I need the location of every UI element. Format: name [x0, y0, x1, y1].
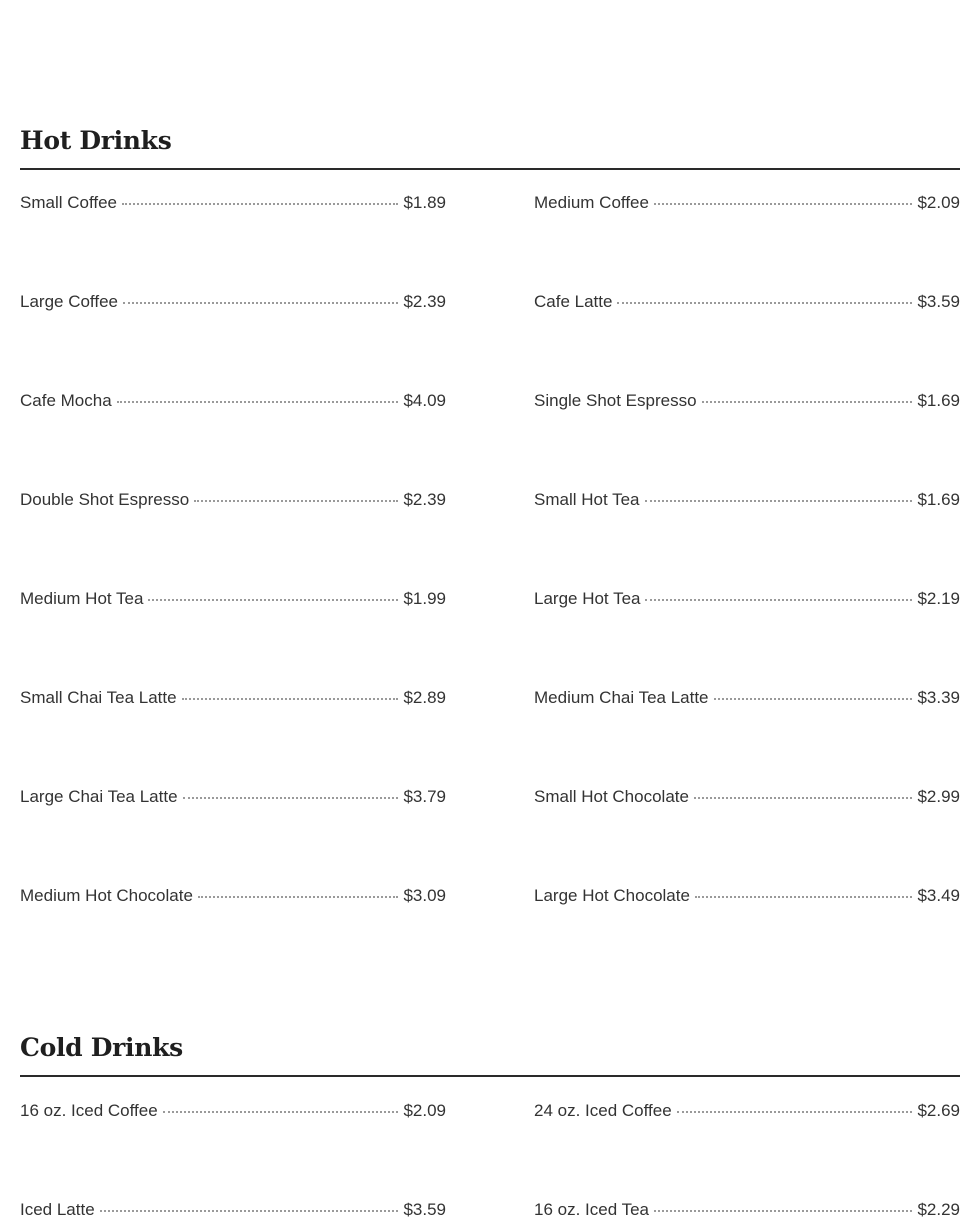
- item-name: Small Coffee: [20, 193, 118, 212]
- menu-item: [20, 884, 446, 908]
- item-name: Single Shot Espresso: [534, 391, 697, 410]
- menu-item: [534, 884, 960, 908]
- item-name: Cafe Latte: [534, 292, 613, 311]
- cold-drinks-section: [20, 1030, 960, 1222]
- menu-item: [20, 587, 446, 611]
- item-name: 16 oz. Iced Tea: [534, 1200, 649, 1219]
- dot-leader: [695, 895, 913, 898]
- item-name: Medium Hot Chocolate: [20, 886, 193, 905]
- item-price: $2.29: [917, 1200, 960, 1219]
- item-price: $2.89: [403, 688, 446, 707]
- dot-leader: [163, 1110, 399, 1113]
- item-price: $2.09: [403, 1101, 446, 1120]
- item-name: Medium Chai Tea Latte: [534, 688, 709, 707]
- dot-leader: [148, 598, 398, 601]
- item-name: Small Hot Tea: [534, 490, 640, 509]
- dot-leader: [122, 202, 398, 205]
- menu-item: [534, 587, 960, 611]
- section-divider: [20, 168, 960, 170]
- item-name: Cafe Mocha: [20, 391, 112, 410]
- item-name: Small Chai Tea Latte: [20, 688, 177, 707]
- dot-leader: [117, 400, 399, 403]
- item-price: $3.59: [917, 292, 960, 311]
- item-price: $3.79: [403, 787, 446, 806]
- menu-item: [20, 290, 446, 314]
- item-name: 16 oz. Iced Coffee: [20, 1101, 158, 1120]
- section-title: Hot Drinks: [20, 126, 172, 155]
- menu-item: [20, 686, 446, 710]
- dot-leader: [654, 202, 912, 205]
- item-price: $3.09: [403, 886, 446, 905]
- dot-leader: [194, 499, 398, 502]
- dot-leader: [714, 697, 913, 700]
- dot-leader: [702, 400, 913, 403]
- section-divider: [20, 1075, 960, 1077]
- dot-leader: [645, 499, 913, 502]
- item-name: Small Hot Chocolate: [534, 787, 689, 806]
- menu-item: [534, 191, 960, 215]
- dot-leader: [123, 301, 398, 304]
- item-name: Large Hot Chocolate: [534, 886, 690, 905]
- item-price: $2.69: [917, 1101, 960, 1120]
- item-price: $4.09: [403, 391, 446, 410]
- item-name: 24 oz. Iced Coffee: [534, 1101, 672, 1120]
- item-price: $1.99: [403, 589, 446, 608]
- item-name: Medium Hot Tea: [20, 589, 144, 608]
- item-price: $3.39: [917, 688, 960, 707]
- item-price: $2.99: [917, 787, 960, 806]
- hot-drinks-section: [20, 123, 960, 923]
- dot-leader: [654, 1209, 912, 1212]
- dot-leader: [677, 1110, 913, 1113]
- menu-item: [534, 785, 960, 809]
- item-name: Large Chai Tea Latte: [20, 787, 178, 806]
- menu-item: [534, 686, 960, 710]
- section-title: Cold Drinks: [20, 1033, 183, 1062]
- item-price: $2.09: [917, 193, 960, 212]
- dot-leader: [183, 796, 399, 799]
- dot-leader: [694, 796, 912, 799]
- item-price: $1.69: [917, 391, 960, 410]
- dot-leader: [617, 301, 912, 304]
- item-price: $1.89: [403, 193, 446, 212]
- dot-leader: [645, 598, 912, 601]
- menu-item: [20, 191, 446, 215]
- item-name: Large Coffee: [20, 292, 118, 311]
- menu-item: [534, 488, 960, 512]
- menu-item: [534, 1198, 960, 1222]
- menu-item: [534, 1099, 960, 1123]
- item-name: Medium Coffee: [534, 193, 649, 212]
- menu-item: [20, 1198, 446, 1222]
- dot-leader: [198, 895, 399, 898]
- item-price: $3.49: [917, 886, 960, 905]
- menu-item: [20, 389, 446, 413]
- item-price: $1.69: [917, 490, 960, 509]
- dot-leader: [100, 1209, 399, 1212]
- menu-item: [20, 488, 446, 512]
- menu-item: [20, 1099, 446, 1123]
- menu-item: [534, 389, 960, 413]
- item-price: $2.39: [403, 490, 446, 509]
- item-price: $2.19: [917, 589, 960, 608]
- menu-item: [20, 785, 446, 809]
- menu-item: [534, 290, 960, 314]
- item-name: Iced Latte: [20, 1200, 95, 1219]
- item-price: $3.59: [403, 1200, 446, 1219]
- item-name: Double Shot Espresso: [20, 490, 190, 509]
- item-price: $2.39: [403, 292, 446, 311]
- dot-leader: [182, 697, 399, 700]
- item-name: Large Hot Tea: [534, 589, 641, 608]
